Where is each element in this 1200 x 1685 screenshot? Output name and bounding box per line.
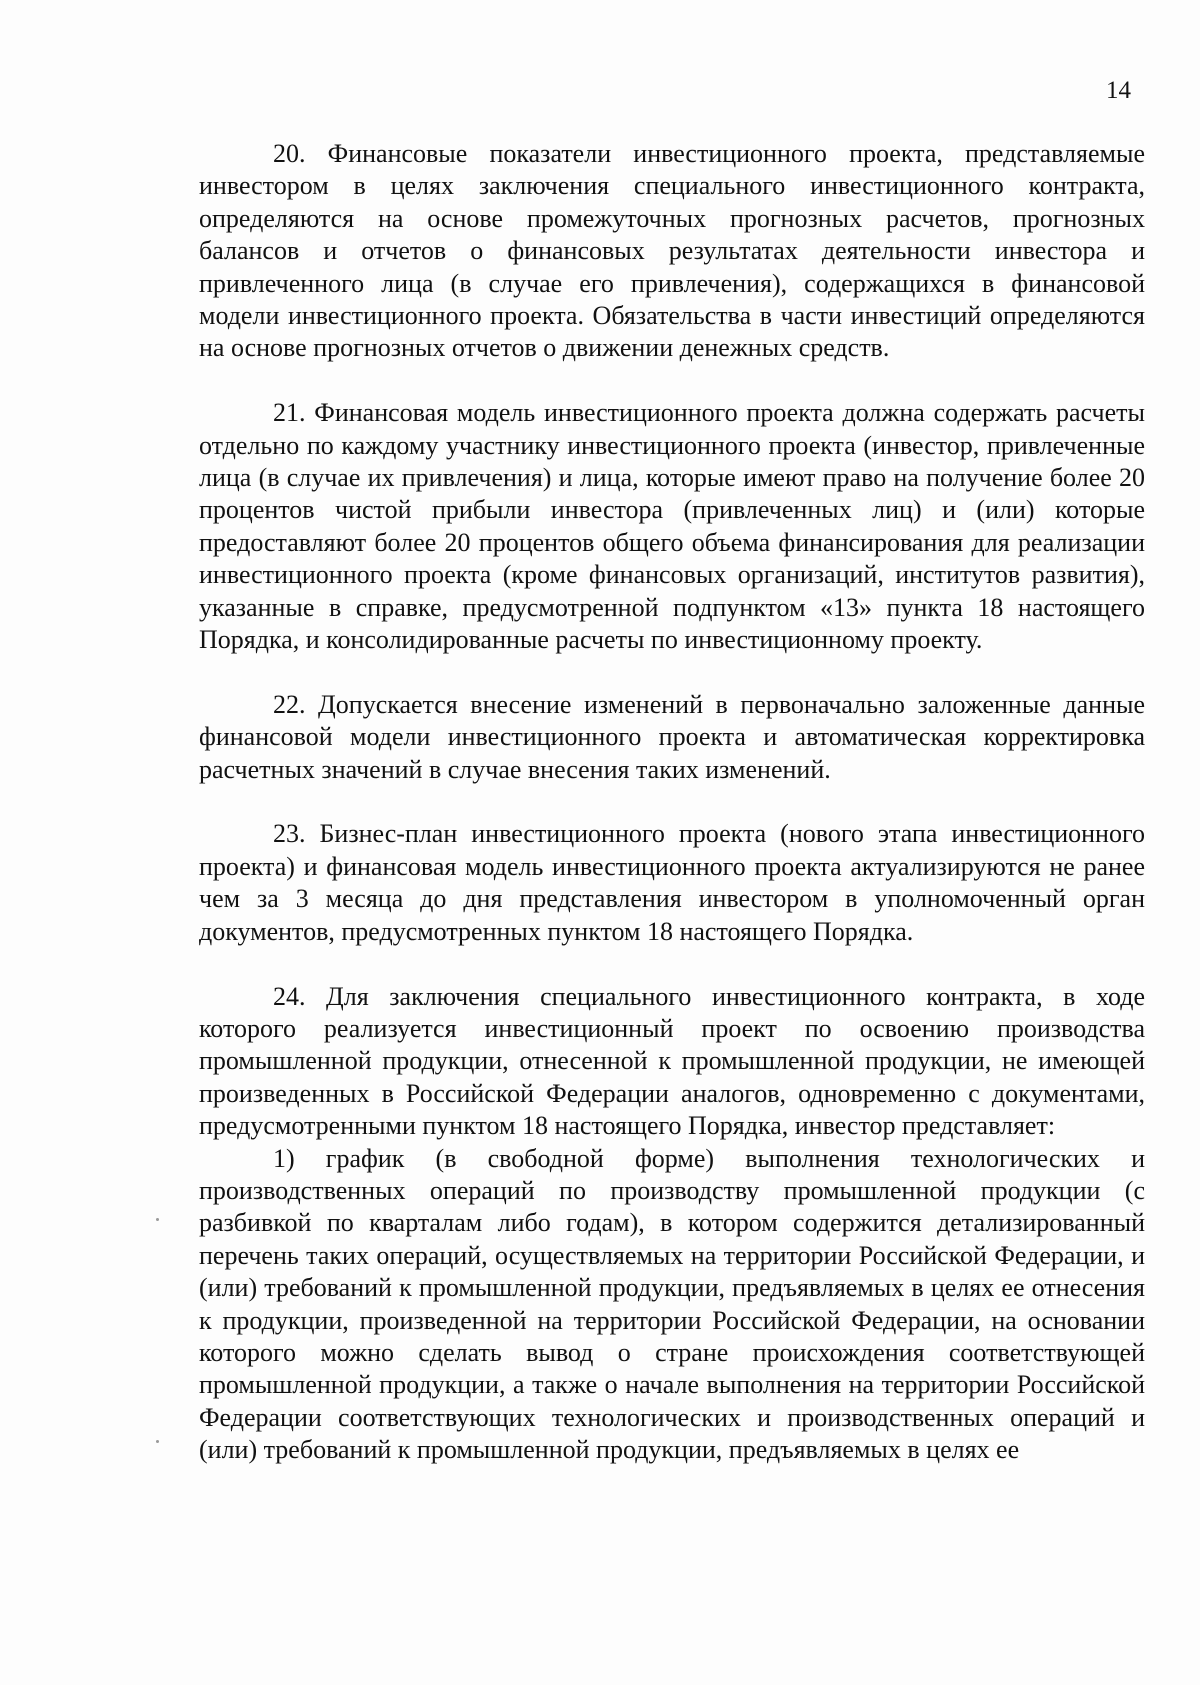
paragraph-24: 24. Для заключения специального инвестиционного контракта, в ходе которого реализуется инвестиционный проект по освоению производства промышленной продукции, отнесенной к промышленной продукции, не имеющей произведенных в Российской Федерации аналогов, одновременно с документами, предусмотренными пунктом 18 настоящего Порядка, инвестор представляет: <box>199 981 1145 1141</box>
paragraph-21: 21. Финансовая модель инвестиционного проекта должна содержать расчеты отдельно по каждому участнику инвестиционного проекта (инвестор, привлеченные лица (в случае их привлечения) и лица, которые имеют право на получение более 20 процентов чистой прибыли инвестора (привлеченных лиц) и (или) которые предоставляют более 20 процентов общего объема финансирования для реализации инвестиционного проекта (кроме финансовых организаций, институтов развития), указанные в справке, предусмотренной подпунктом «13» пункта 18 настоящего Порядка, и консолидированные расчеты по инвестиционному проекту. <box>199 398 1145 655</box>
paragraph-22: 22. Допускается внесение изменений в первоначально заложенные данные финансовой модели инвестиционного проекта и автоматическая корректировка расчетных значений в случае внесения таких изменений. <box>199 689 1145 784</box>
document-body <box>199 138 1145 1467</box>
scan-speck <box>156 1440 159 1443</box>
paragraph-24-item-1: 1) график (в свободной форме) выполнения технологических и производственных операций по производству промышленной продукции (с разбивкой по кварталам либо годам), в котором содержится детализированный перечень таких операций, осуществляемых на территории Российской Федерации, и (или) требований к промышленной продукции, предъявляемых в целях ее отнесения к продукции, произведенной на территории Российской Федерации, на основании которого можно сделать вывод о стране происхождения соответствующей промышленной продукции, а также о начале выполнения на территории Российской Федерации соответствующих технологических и производственных операций и (или) требований к промышленной продукции, предъявляемых в целях ее <box>199 1143 1145 1465</box>
paragraph-20: 20. Финансовые показатели инвестиционного проекта, представляемые инвестором в целях заключения специального инвестиционного контракта, определяются на основе промежуточных прогнозных расчетов, прогнозных балансов и отчетов о финансовых результатах деятельности инвестора и привлеченного лица (в случае его привлечения), содержащихся в финансовой модели инвестиционного проекта. Обязательства в части инвестиций определяются на основе прогнозных отчетов о движении денежных средств. <box>199 139 1145 363</box>
scan-speck <box>156 1218 159 1221</box>
paragraph-23: 23. Бизнес-план инвестиционного проекта (нового этапа инвестиционного проекта) и финансовая модель инвестиционного проекта актуализируются не ранее чем за 3 месяца до дня представления инвестором в уполномоченный орган документов, предусмотренных пунктом 18 настоящего Порядка. <box>199 819 1145 946</box>
page-number: 14 <box>1106 77 1131 104</box>
